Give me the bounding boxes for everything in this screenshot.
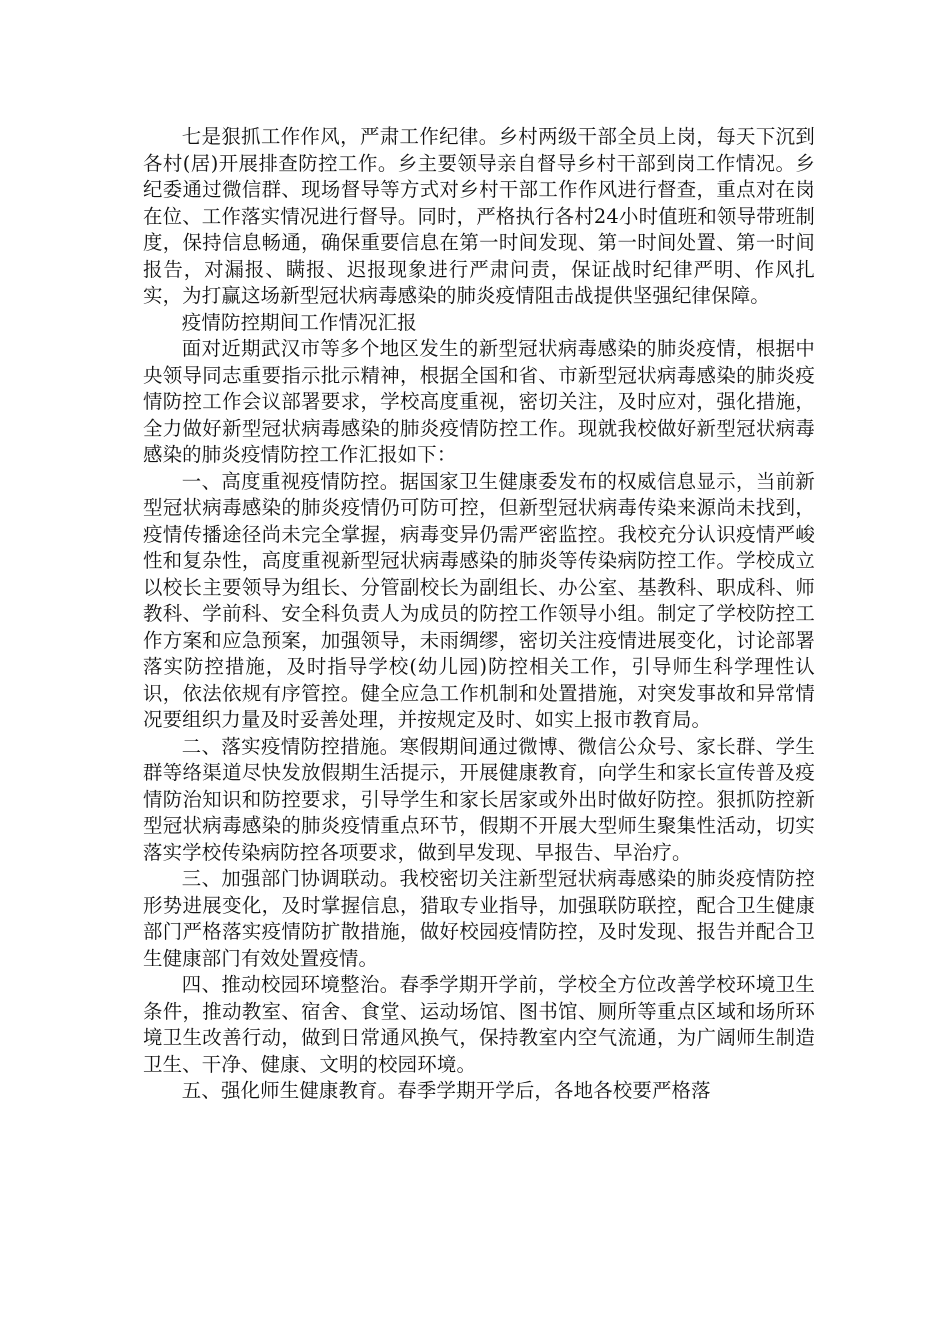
- paragraph-section-5: 五、强化师生健康教育。春季学期开学后，各地各校要严格落: [181, 1079, 711, 1102]
- paragraph-discipline: 七是狠抓工作作风，严肃工作纪律。乡村两级干部全员上岗，每天下沉到各村(居)开展排查防控工作。乡主要领导亲自督导乡村干部到岗工作情况。乡纪委通过微信群、现场督导等方式对乡村干部工作作风进行督查，重点对在岗在位、工作落实情况进行督导。同时，严格执行各村24小时值班和领导带班制度，保持信息畅通，确保重要信息在第一时间发现、第一时间处置、第一时间报告，对漏报、瞒报、迟报现象进行严肃问责，保证战时纪律严明、作风扎实，为打赢这场新型冠状病毒感染的肺炎疫情阻击战提供坚强纪律保障。: [143, 125, 815, 307]
- document-body: [143, 124, 815, 1105]
- paragraph-section-4: 四、推动校园环境整治。春季学期开学前，学校全方位改善学校环境卫生条件，推动教室、宿舍、食堂、运动场馆、图书馆、厕所等重点区域和场所环境卫生改善行动，做到日常通风换气，保持教室内空气流通，为广阔师生制造卫生、干净、健康、文明的校园环境。: [143, 973, 815, 1076]
- report-title: 疫情防控期间工作情况汇报: [181, 310, 417, 334]
- paragraph-section-2: 二、落实疫情防控措施。寒假期间通过微博、微信公众号、家长群、学生群等络渠道尽快发放假期生活提示，开展健康教育，向学生和家长宣传普及疫情防治知识和防控要求，引导学生和家长居家或外出时做好防控。狠抓防控新型冠状病毒感染的肺炎疫情重点环节，假期不开展大型师生聚集性活动，切实落实学校传染病防控各项要求，做到早发现、早报告、早治疗。: [143, 734, 815, 864]
- paragraph-section-3: 三、加强部门协调联动。我校密切关注新型冠状病毒感染的肺炎疫情防控形势进展变化，及时掌握信息，猎取专业指导，加强联防联控，配合卫生健康部门严格落实疫情防扩散措施，做好校园疫情防控，及时发现、报告并配合卫生健康部门有效处置疫情。: [143, 867, 815, 970]
- paragraph-intro: 面对近期武汉市等多个地区发生的新型冠状病毒感染的肺炎疫情，根据中央领导同志重要指示批示精神，根据全国和省、市新型冠状病毒感染的肺炎疫情防控工作会议部署要求，学校高度重视，密切关注，及时应对，强化措施，全力做好新型冠状病毒感染的肺炎疫情防控工作。现就我校做好新型冠状病毒感染的肺炎疫情防控工作汇报如下：: [143, 337, 815, 466]
- paragraph-section-1: 一、高度重视疫情防控。据国家卫生健康委发布的权威信息显示，当前新型冠状病毒感染的肺炎疫情仍可防可控，但新型冠状病毒传染来源尚未找到，疫情传播途径尚未完全掌握，病毒变异仍需严密监控。我校充分认识疫情严峻性和复杂性，高度重视新型冠状病毒感染的肺炎等传染病防控工作。学校成立以校长主要领导为组长、分管副校长为副组长、办公室、基教科、职成科、师教科、学前科、安全科负责人为成员的防控工作领导小组。制定了学校防控工作方案和应急预案，加强领导，未雨绸缪，密切关注疫情进展变化，讨论部署落实防控措施，及时指导学校(幼儿园)防控相关工作，引导师生科学理性认识，依法依规有序管控。健全应急工作机制和处置措施，对突发事故和异常情况要组织力量及时妥善处理，并按规定及时、如实上报市教育局。: [143, 469, 815, 731]
